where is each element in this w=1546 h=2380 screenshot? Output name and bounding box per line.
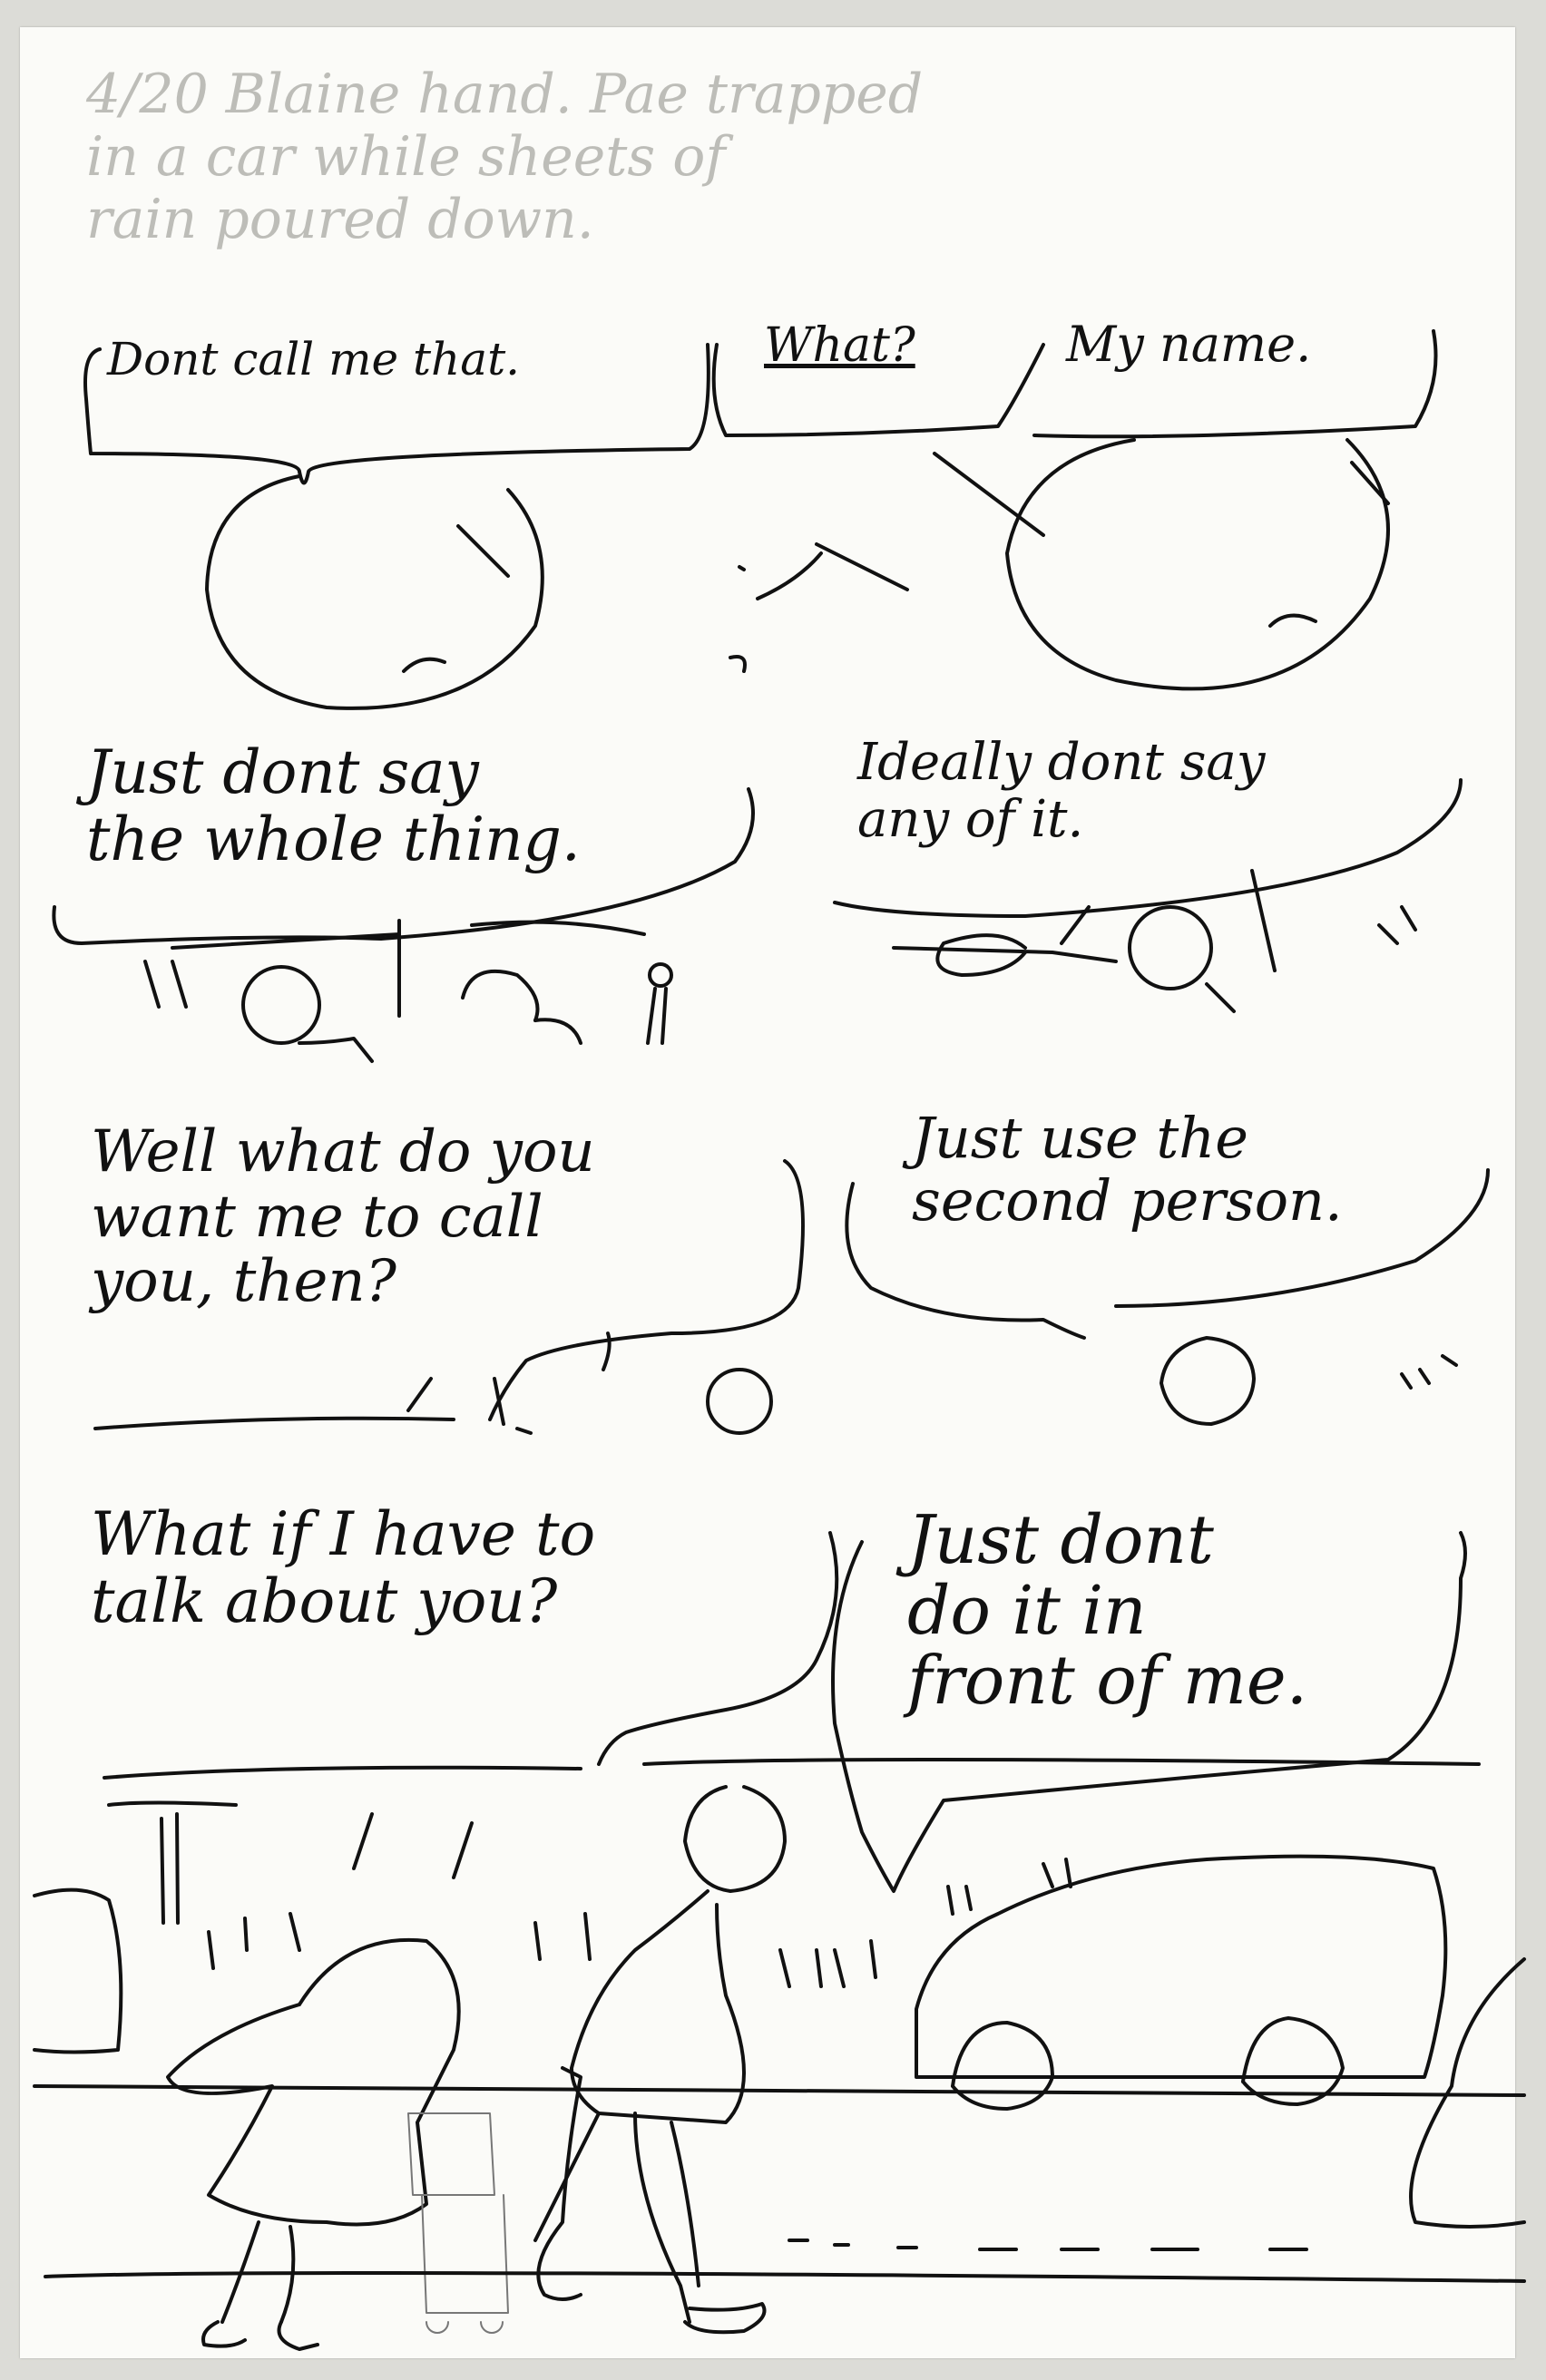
pencil-caption: 4/20 Blaine hand. Pae trapped in a car while sheets of rain poured down.	[86, 63, 924, 251]
figure-a-body	[299, 1039, 372, 1061]
figure-b-body	[535, 1019, 581, 1043]
panel-1-balloon-2-text: What?	[764, 318, 915, 373]
panel-4-ground	[95, 1419, 454, 1429]
walker-legs	[535, 2113, 699, 2322]
skyline-back	[644, 1760, 1479, 1764]
panel-2-ticks	[145, 961, 186, 1007]
umbrella-person	[168, 1940, 459, 2225]
panel-1-balloon-1-text: Dont call me that.	[107, 333, 521, 385]
figure-e-head	[708, 1370, 771, 1433]
panel-5-balloon-text: Just use the second person.	[912, 1105, 1343, 1234]
walker-head	[685, 1787, 785, 1891]
figure-c	[648, 964, 671, 1043]
street-sign-post	[161, 1814, 178, 1923]
panel-2-balloon-text: Just dont say the whole thing.	[86, 737, 581, 874]
panel-5-ticks	[1402, 1356, 1456, 1388]
center-line	[934, 454, 1043, 535]
walker-shoe	[685, 2304, 765, 2332]
umbrella-person-feet	[203, 2322, 318, 2349]
walker-body	[572, 1891, 744, 2122]
curb-line	[45, 2273, 1524, 2281]
figure-d-head	[1130, 907, 1211, 989]
head-left-mark	[404, 659, 445, 671]
figure-b-head	[463, 971, 538, 1020]
panel-4-balloon-text: Well what do you want me to call you, then?	[91, 1118, 595, 1316]
car-body	[916, 1857, 1445, 2077]
head-left-ear	[458, 526, 508, 576]
figure-d-body	[937, 935, 1025, 975]
head-right	[1007, 440, 1388, 688]
street-line	[34, 2086, 1524, 2095]
panel-1-balloon-3-text: My name.	[1066, 316, 1312, 373]
figure-f-head	[1161, 1338, 1254, 1424]
walker-bag	[538, 2068, 581, 2299]
car-wheel-back	[1243, 2018, 1343, 2104]
panel-6-balloon-right-text: Just dont do it in front of me.	[907, 1501, 1308, 1721]
sidewalk-line	[109, 1803, 236, 1806]
figure-a-head	[243, 967, 319, 1043]
panel-1-art	[85, 331, 1436, 708]
road-dashes	[789, 2240, 1306, 2249]
car-wheel-front	[953, 2023, 1052, 2109]
rolling-bag	[408, 2113, 508, 2333]
bush-left	[34, 1890, 121, 2053]
head-right-mark	[1270, 616, 1316, 626]
center-motion	[730, 544, 907, 671]
panel-6-balloon-left-text: What if I have to talk about you?	[91, 1499, 596, 1636]
panel-3-balloon-text: Ideally dont say any of it.	[857, 733, 1266, 849]
head-left	[207, 476, 543, 708]
panel-3-lines	[894, 871, 1415, 1011]
